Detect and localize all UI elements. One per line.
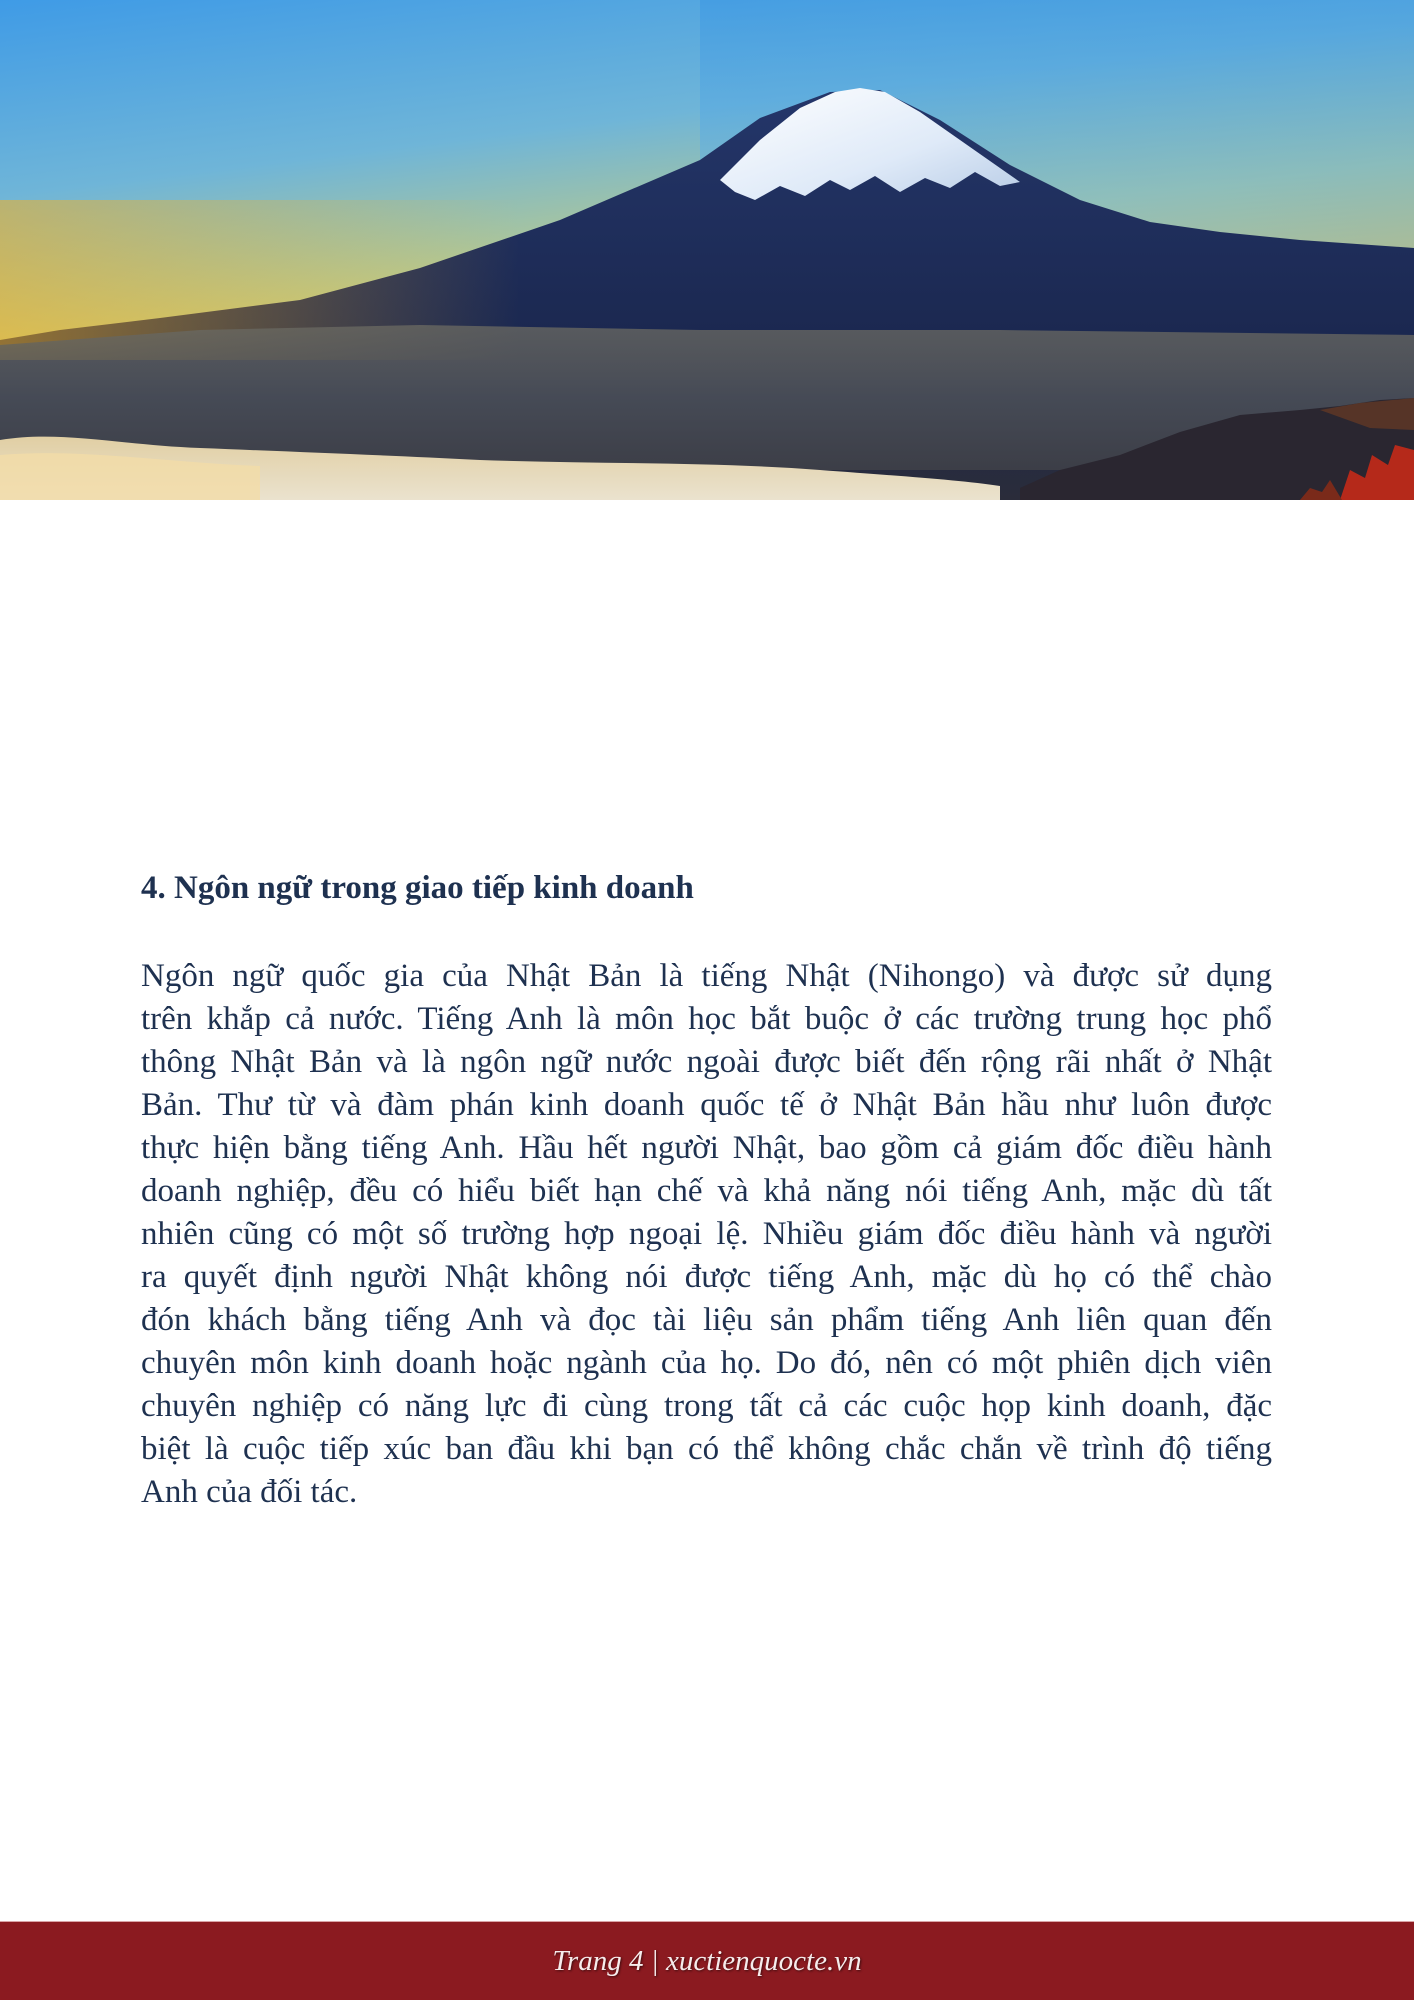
paragraph-line: chuyên môn kinh doanh hoặc ngành của họ. Do đó, nên có một phiên dịch viên: [141, 1345, 1272, 1381]
mountain-photo: [0, 0, 1414, 500]
hero-image: [0, 0, 1414, 500]
paragraph-line: đón khách bằng tiếng Anh và đọc tài liệu sản phẩm tiếng Anh liên quan đến: [141, 1302, 1272, 1338]
paragraph-line: thông Nhật Bản và là ngôn ngữ nước ngoài được biết đến rộng rãi nhất ở Nhật: [141, 1044, 1272, 1080]
paragraph-line: Anh của đối tác.: [141, 1474, 358, 1510]
paragraph-line: trên khắp cả nước. Tiếng Anh là môn học bắt buộc ở các trường trung học phổ: [141, 1001, 1272, 1037]
paragraph-line: Bản. Thư từ và đàm phán kinh doanh quốc tế ở Nhật Bản hầu như luôn được: [141, 1087, 1272, 1123]
paragraph-line: nhiên cũng có một số trường hợp ngoại lệ. Nhiều giám đốc điều hành và người: [141, 1216, 1272, 1252]
paragraph-line: Ngôn ngữ quốc gia của Nhật Bản là tiếng Nhật (Nihongo) và được sử dụng: [141, 958, 1272, 994]
paragraph-line: thực hiện bằng tiếng Anh. Hầu hết người Nhật, bao gồm cả giám đốc điều hành: [141, 1130, 1272, 1166]
section-paragraph: [141, 955, 1272, 1514]
footer-page-label: Trang 4 | xuctienquocte.vn: [552, 1944, 862, 1977]
paragraph-line: ra quyết định người Nhật không nói được tiếng Anh, mặc dù họ có thể chào: [141, 1259, 1272, 1295]
section-heading: 4. Ngôn ngữ trong giao tiếp kinh doanh: [141, 870, 694, 906]
page-footer: [0, 1921, 1414, 2000]
paragraph-line: doanh nghiệp, đều có hiểu biết hạn chế và khả năng nói tiếng Anh, mặc dù tất: [141, 1173, 1272, 1209]
paragraph-line: chuyên nghiệp có năng lực đi cùng trong tất cả các cuộc họp kinh doanh, đặc: [141, 1388, 1272, 1424]
paragraph-line: biệt là cuộc tiếp xúc ban đầu khi bạn có thể không chắc chắn về trình độ tiếng: [141, 1431, 1272, 1467]
